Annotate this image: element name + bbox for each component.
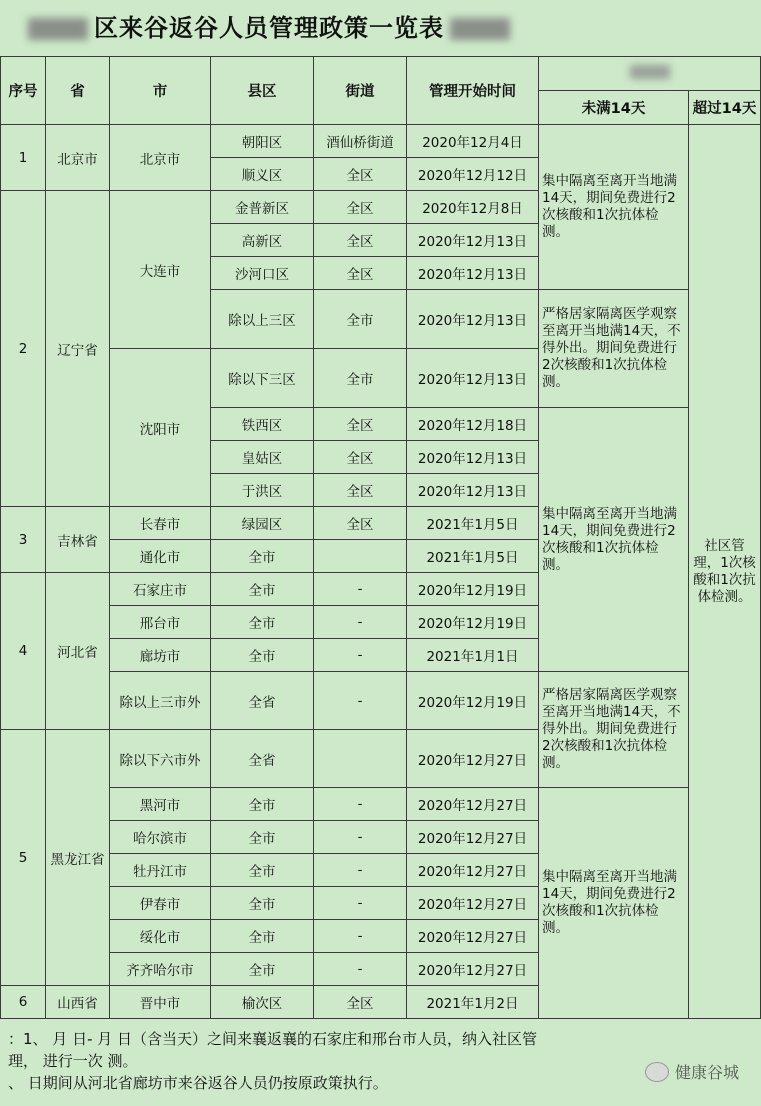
cell-province: 河北省 [46, 573, 110, 730]
policy-home: 严格居家隔离医学观察至离开当地满14天，不得外出。期间免费进行2次核酸和1次抗体检测。 [539, 672, 689, 788]
cell-province: 山西省 [46, 986, 110, 1019]
cell-city: 晋中市 [110, 986, 211, 1019]
cell-county: 高新区 [211, 224, 314, 257]
cell-time: 2020年12月27日 [407, 730, 539, 788]
cell-county: 全省 [211, 672, 314, 730]
cell-county: 全市 [211, 821, 314, 854]
cell-county: 全省 [211, 730, 314, 788]
header-start-time: 管理开始时间 [407, 57, 539, 125]
cell-county: 全市 [211, 639, 314, 672]
policy-table [0, 56, 761, 1019]
cell-county: 全市 [211, 953, 314, 986]
cell-street: - [314, 788, 407, 821]
redacted-block [28, 18, 88, 40]
cell-city: 绥化市 [110, 920, 211, 953]
cell-time: 2020年12月4日 [407, 125, 539, 158]
cell-province: 吉林省 [46, 507, 110, 573]
cell-time: 2021年1月1日 [407, 639, 539, 672]
cell-street: 全区 [314, 474, 407, 507]
cell-county: 全市 [211, 606, 314, 639]
cell-county: 皇姑区 [211, 441, 314, 474]
watermark [645, 1060, 739, 1083]
cell-time: 2020年12月27日 [407, 953, 539, 986]
cell-time: 2020年12月8日 [407, 191, 539, 224]
cell-street: 全区 [314, 408, 407, 441]
cell-time: 2021年1月5日 [407, 540, 539, 573]
policy-centralized: 集中隔离至离开当地满14天，期间免费进行2次核酸和1次抗体检测。 [539, 125, 689, 290]
cell-no: 2 [1, 191, 46, 507]
header-county: 县区 [211, 57, 314, 125]
header-lt14: 未满14天 [539, 91, 689, 125]
cell-time: 2020年12月13日 [407, 349, 539, 408]
header-province: 省 [46, 57, 110, 125]
cell-city: 北京市 [110, 125, 211, 191]
cell-time: 2020年12月13日 [407, 224, 539, 257]
footnote-line: ：1、 月 日- 月 日（含当天）之间来襄返襄的石家庄和邢台市人员，纳入社区管 [8, 1030, 538, 1048]
cell-time: 2020年12月13日 [407, 290, 539, 349]
cell-street: 酒仙桥街道 [314, 125, 407, 158]
watermark-text: 健康谷城 [674, 1063, 739, 1082]
cell-time: 2020年12月27日 [407, 920, 539, 953]
cell-street: - [314, 887, 407, 920]
cell-province: 黑龙江省 [46, 730, 110, 986]
cell-street: - [314, 920, 407, 953]
cell-city: 伊春市 [110, 887, 211, 920]
page-title: 区来谷返谷人员管理政策一览表 [0, 0, 761, 56]
cell-city: 齐齐哈尔市 [110, 953, 211, 986]
cell-city: 沈阳市 [110, 349, 211, 507]
cell-city: 廊坊市 [110, 639, 211, 672]
cell-street: 全区 [314, 441, 407, 474]
cell-street [314, 540, 407, 573]
footnote [0, 1022, 761, 1094]
cell-county: 除以上三区 [211, 290, 314, 349]
cell-no: 5 [1, 730, 46, 986]
header-city: 市 [110, 57, 211, 125]
cell-county: 全市 [211, 887, 314, 920]
cell-county: 全市 [211, 920, 314, 953]
cell-no: 4 [1, 573, 46, 730]
cell-city: 长春市 [110, 507, 211, 540]
cell-county: 全市 [211, 788, 314, 821]
cell-city: 黑河市 [110, 788, 211, 821]
cell-county: 全市 [211, 854, 314, 887]
policy-centralized: 集中隔离至离开当地满14天，期间免费进行2次核酸和1次抗体检测。 [539, 408, 689, 672]
cell-time: 2020年12月13日 [407, 474, 539, 507]
wechat-icon [645, 1062, 669, 1082]
cell-city: 牡丹江市 [110, 854, 211, 887]
cell-city: 通化市 [110, 540, 211, 573]
policy-home: 严格居家隔离医学观察至离开当地满14天，不得外出。期间免费进行2次核酸和1次抗体检测。 [539, 290, 689, 408]
cell-city: 哈尔滨市 [110, 821, 211, 854]
cell-street: - [314, 854, 407, 887]
cell-street: - [314, 573, 407, 606]
cell-street: - [314, 953, 407, 986]
cell-county: 金普新区 [211, 191, 314, 224]
header-street: 街道 [314, 57, 407, 125]
cell-time: 2021年1月5日 [407, 507, 539, 540]
policy-community: 社区管理，1次核酸和1次抗体检测。 [689, 125, 761, 1019]
cell-no: 1 [1, 125, 46, 191]
cell-county: 全市 [211, 540, 314, 573]
cell-province: 北京市 [46, 125, 110, 191]
cell-street: 全区 [314, 191, 407, 224]
cell-time: 2020年12月27日 [407, 821, 539, 854]
cell-street: 全区 [314, 224, 407, 257]
cell-city: 除以下六市外 [110, 730, 211, 788]
cell-time: 2021年1月2日 [407, 986, 539, 1019]
cell-time: 2020年12月27日 [407, 887, 539, 920]
redacted-block [450, 18, 510, 40]
cell-province: 辽宁省 [46, 191, 110, 507]
cell-time: 2020年12月13日 [407, 257, 539, 290]
cell-street: - [314, 821, 407, 854]
cell-county: 榆次区 [211, 986, 314, 1019]
cell-time: 2020年12月19日 [407, 672, 539, 730]
cell-county: 沙河口区 [211, 257, 314, 290]
cell-street: 全市 [314, 290, 407, 349]
cell-street: - [314, 606, 407, 639]
cell-no: 3 [1, 507, 46, 573]
cell-time: 2020年12月18日 [407, 408, 539, 441]
cell-county: 全市 [211, 573, 314, 606]
cell-street: 全区 [314, 257, 407, 290]
cell-street: 全区 [314, 158, 407, 191]
cell-street: 全区 [314, 986, 407, 1019]
policy-centralized: 集中隔离至离开当地满14天，期间免费进行2次核酸和1次抗体检测。 [539, 788, 689, 1019]
cell-city: 石家庄市 [110, 573, 211, 606]
header-no: 序号 [1, 57, 46, 125]
cell-time: 2020年12月27日 [407, 854, 539, 887]
cell-county: 顺义区 [211, 158, 314, 191]
cell-city: 大连市 [110, 191, 211, 349]
cell-county: 朝阳区 [211, 125, 314, 158]
cell-time: 2020年12月12日 [407, 158, 539, 191]
cell-street: - [314, 639, 407, 672]
header-redacted [539, 57, 761, 91]
cell-city: 除以上三市外 [110, 672, 211, 730]
cell-time: 2020年12月27日 [407, 788, 539, 821]
cell-time: 2020年12月19日 [407, 573, 539, 606]
cell-street: 全区 [314, 507, 407, 540]
cell-time: 2020年12月19日 [407, 606, 539, 639]
header-gt14: 超过14天 [689, 91, 761, 125]
cell-county: 除以下三区 [211, 349, 314, 408]
cell-county: 于洪区 [211, 474, 314, 507]
cell-street: - [314, 672, 407, 730]
cell-time: 2020年12月13日 [407, 441, 539, 474]
cell-city: 邢台市 [110, 606, 211, 639]
cell-county: 绿园区 [211, 507, 314, 540]
cell-county: 铁西区 [211, 408, 314, 441]
cell-street: 全市 [314, 349, 407, 408]
footnote-line: 理， 进行一次 测。 [8, 1052, 138, 1070]
cell-no: 6 [1, 986, 46, 1019]
footnote-line: 、 日期间从河北省廊坊市来谷返谷人员仍按原政策执行。 [8, 1074, 388, 1092]
cell-street [314, 730, 407, 788]
